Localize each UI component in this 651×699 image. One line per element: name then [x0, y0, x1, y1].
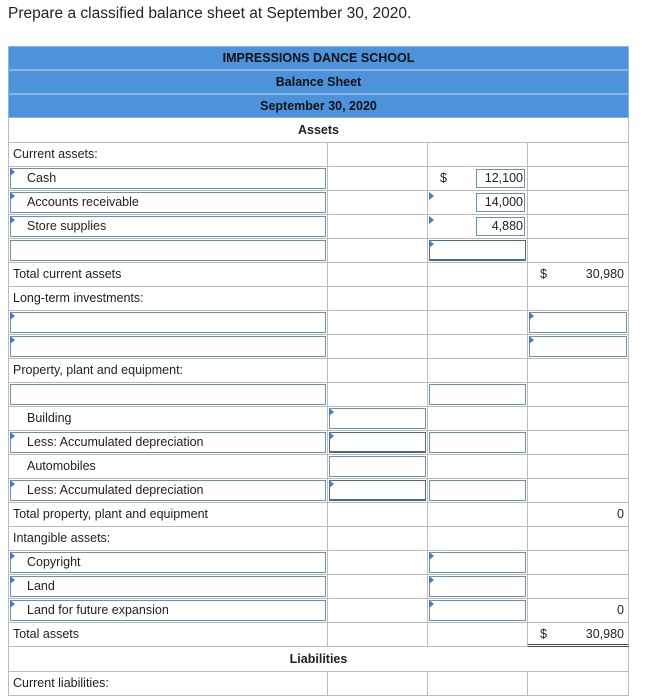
automobiles-net-input[interactable] [429, 480, 526, 501]
dropdown-flag-icon [329, 408, 334, 416]
dropdown-flag-icon [10, 216, 15, 224]
dropdown-flag-icon [529, 336, 534, 344]
dropdown-flag-icon [10, 168, 15, 176]
accounts-receivable-input[interactable] [10, 192, 326, 213]
row-land [8, 575, 629, 599]
dropdown-flag-icon [329, 480, 334, 488]
ppe-label: Property, plant and equipment: [13, 363, 184, 377]
row-copyright [8, 551, 629, 575]
row-store-supplies [8, 215, 629, 239]
row-acc-dep-2 [8, 479, 629, 503]
row-current-assets [8, 143, 629, 167]
dropdown-flag-icon [429, 192, 434, 200]
building-net-input[interactable] [429, 432, 526, 453]
land-amount-input[interactable] [429, 576, 526, 597]
row-total-current-assets [8, 263, 629, 287]
building-label: Building [27, 411, 72, 425]
balance-sheet [8, 46, 629, 699]
row-land-future [8, 599, 629, 623]
row-lti-2 [8, 335, 629, 359]
row-total-ppe [8, 503, 629, 527]
land-future-amount-input[interactable] [429, 600, 526, 621]
store-supplies-label: Store supplies [27, 219, 107, 233]
row-ppe [8, 359, 629, 383]
land-label: Land [27, 579, 55, 593]
statement-date: September 30, 2020 [8, 94, 629, 118]
building-amount-input[interactable] [329, 408, 426, 429]
store-supplies-input[interactable] [10, 216, 326, 237]
row-acc-dep-1 [8, 431, 629, 455]
acc-dep-label: Less: Accumulated depreciation [27, 435, 204, 449]
land-account-input[interactable] [10, 576, 326, 597]
investment-account-input[interactable] [10, 336, 326, 357]
copyright-account-input[interactable] [10, 552, 326, 573]
row-total-assets [8, 623, 629, 647]
total-assets-amount: 30,980 [585, 627, 624, 641]
automobiles-amount-input[interactable] [329, 456, 426, 477]
row-accounts-receivable [8, 191, 629, 215]
land-future-total: 0 [617, 603, 624, 617]
dropdown-flag-icon [10, 480, 15, 488]
automobiles-label: Automobiles [27, 459, 96, 473]
statement-title: Balance Sheet [8, 70, 629, 94]
cash-amount: 12,100 [484, 171, 523, 185]
acc-dep-account-input[interactable] [10, 480, 326, 501]
acc-dep-amount-input[interactable] [329, 432, 426, 453]
long-term-investments-label: Long-term investments: [13, 291, 144, 305]
land-future-label: Land for future expansion [27, 603, 169, 617]
dropdown-flag-icon [10, 432, 15, 440]
land-future-account-input[interactable] [10, 600, 326, 621]
accounts-receivable-label: Accounts receivable [27, 195, 139, 209]
store-supplies-amount: 4,880 [491, 219, 523, 233]
copyright-amount-input[interactable] [429, 552, 526, 573]
row-blank-current [8, 239, 629, 263]
total-current-assets-amount: 30,980 [585, 267, 624, 281]
row-intangible [8, 527, 629, 551]
dropdown-flag-icon [10, 600, 15, 608]
total-assets-dollar-sign: $ [540, 627, 547, 641]
acc-dep-amount-input[interactable] [329, 480, 426, 501]
liabilities-heading: Liabilities [8, 647, 629, 672]
investment-amount-input[interactable] [529, 336, 627, 357]
dropdown-flag-icon [429, 216, 434, 224]
ppe-account-input[interactable] [10, 384, 326, 405]
dropdown-flag-icon [429, 576, 434, 584]
row-ppe-blank [8, 383, 629, 407]
row-lti-1 [8, 311, 629, 335]
dropdown-flag-icon [10, 192, 15, 200]
instruction-text: Prepare a classified balance sheet at September 30, 2020. [8, 5, 412, 22]
dropdown-flag-icon [10, 312, 15, 320]
ppe-amount-input[interactable] [429, 384, 526, 405]
acc-dep-account-input[interactable] [10, 432, 326, 453]
dropdown-flag-icon [10, 336, 15, 344]
row-cash [8, 167, 629, 191]
assets-heading: Assets [8, 118, 629, 143]
dropdown-flag-icon [429, 240, 434, 248]
current-liabilities-label: Current liabilities: [13, 676, 109, 690]
total-ppe-label: Total property, plant and equipment [13, 507, 209, 521]
dropdown-flag-icon [329, 432, 334, 440]
current-assets-label: Current assets: [13, 147, 98, 161]
dropdown-flag-icon [529, 312, 534, 320]
dropdown-flag-icon [429, 552, 434, 560]
blank-amount-input[interactable] [429, 240, 526, 261]
row-long-term-investments [8, 287, 629, 311]
row-building [8, 407, 629, 431]
cash-account-input[interactable] [10, 168, 326, 189]
company-name: IMPRESSIONS DANCE SCHOOL [8, 46, 629, 70]
intangible-assets-label: Intangible assets: [13, 531, 111, 545]
acc-dep-label: Less: Accumulated depreciation [27, 483, 204, 497]
investment-account-input[interactable] [10, 312, 326, 333]
dropdown-flag-icon [429, 600, 434, 608]
cash-label: Cash [27, 171, 57, 185]
row-automobiles [8, 455, 629, 479]
accounts-receivable-amount: 14,000 [484, 195, 523, 209]
total-current-dollar-sign: $ [540, 267, 547, 281]
total-current-assets-label: Total current assets [13, 267, 122, 281]
blank-account-input[interactable] [10, 240, 326, 261]
dropdown-flag-icon [10, 576, 15, 584]
row-current-liabilities [8, 672, 629, 696]
total-ppe-amount: 0 [617, 507, 624, 521]
dropdown-flag-icon [10, 552, 15, 560]
cash-dollar-sign: $ [440, 171, 447, 185]
investment-amount-input[interactable] [529, 312, 627, 333]
copyright-label: Copyright [27, 555, 81, 569]
total-assets-label: Total assets [13, 627, 80, 641]
